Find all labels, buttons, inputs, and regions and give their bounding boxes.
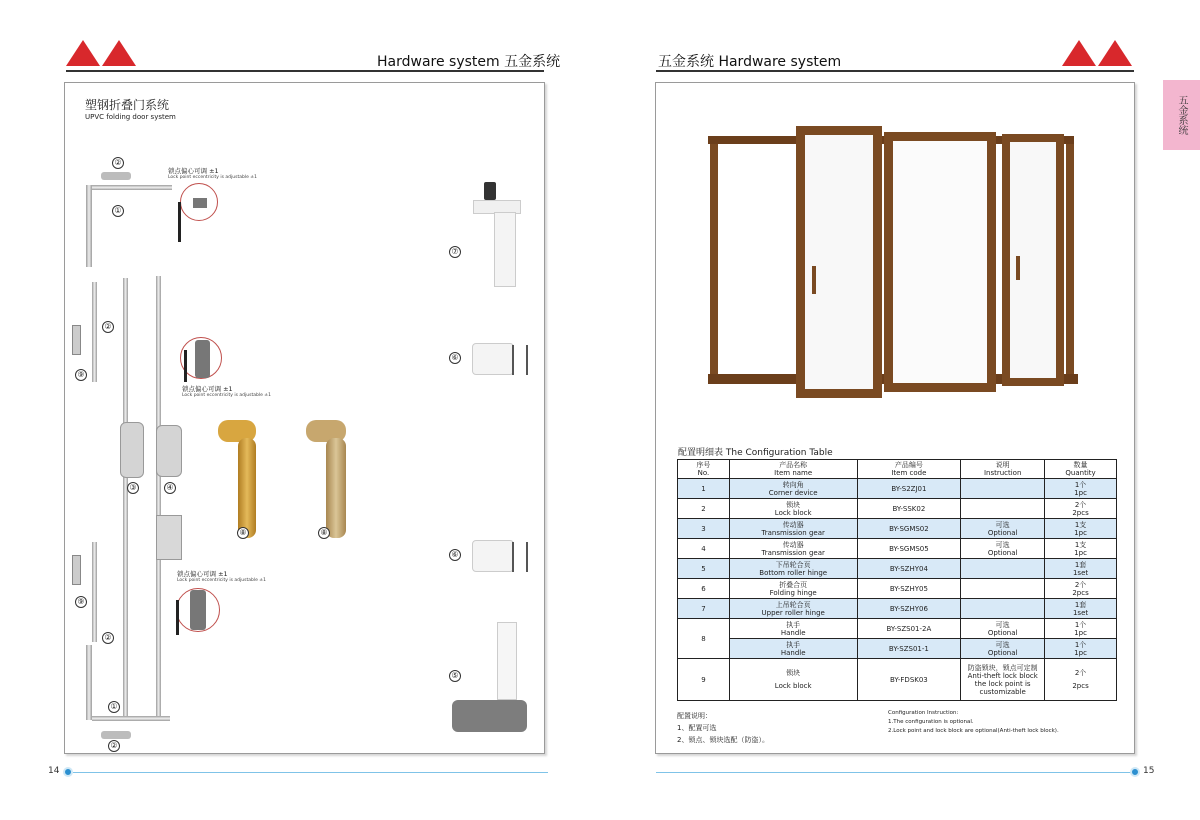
table-row: 4 传动器 Transmission gear BY-SGMS05 可选 Optional 1支 1pc xyxy=(678,539,1117,559)
left-header-title: Hardware system 五金系统 xyxy=(377,54,561,70)
lock-plate-mid xyxy=(195,340,210,378)
note-cn-1: 锁点偏心可调 ±1 xyxy=(168,167,219,175)
side-rail xyxy=(92,282,97,382)
callout: ② xyxy=(102,321,114,333)
right-header-title: 五金系统 Hardware system xyxy=(658,54,842,70)
callout: ⑥ xyxy=(449,549,461,561)
folding-hinge-top xyxy=(472,343,514,375)
allen-key xyxy=(176,600,179,635)
callout: ⑧ xyxy=(237,527,249,539)
page-number-left: 14 xyxy=(48,766,60,776)
lock-plate-low xyxy=(190,590,206,630)
top-corner-rail xyxy=(92,185,172,190)
brand-logo-right xyxy=(1062,38,1134,68)
header-quantity: 数量 Quantity xyxy=(1045,460,1117,479)
bottom-roller-hinge xyxy=(497,622,517,700)
strike-plate xyxy=(72,555,81,585)
handle-gold-grip xyxy=(238,438,256,538)
callout: ③ xyxy=(127,482,139,494)
upper-roller-knob xyxy=(484,182,496,200)
bottom-corner-rail xyxy=(92,716,170,721)
folding-hinge-bottom xyxy=(472,540,514,572)
callout: ② xyxy=(108,740,120,752)
callout: ⑤ xyxy=(449,670,461,682)
handle-bronze-grip xyxy=(326,438,346,538)
configuration-table xyxy=(677,459,1117,701)
transmission-gear-3 xyxy=(120,422,144,478)
left-content-frame xyxy=(64,82,545,754)
note-en-3: Lock point eccentricity is adjustable ±1 xyxy=(177,578,266,583)
left-header-rule xyxy=(66,70,544,72)
brand-logo-left xyxy=(66,38,138,68)
footer-dot-left xyxy=(63,767,73,777)
page-number-right: 15 xyxy=(1143,766,1155,776)
callout: ② xyxy=(112,157,124,169)
bottom-roller-wheels xyxy=(452,700,527,732)
table-row: 1 转向角 Corner device BY-S2ZJ01 1个 1pc xyxy=(678,479,1117,499)
footer-dot-right xyxy=(1130,767,1140,777)
config-note-en: Configuration Instruction: 1.The configuration is optional. 2.Lock point and lock block are optional(Anti-theft lock block). xyxy=(888,710,1059,734)
hinge-pin xyxy=(512,345,528,375)
table-row: 9 锁块 Lock block BY-FDSK03 防盗锁块，锁点可定制 Anti-theft lock block the lock point is customizable 2个 2pcs xyxy=(678,659,1117,701)
callout: ⑥ xyxy=(449,352,461,364)
table-title: 配置明细表 The Configuration Table xyxy=(678,448,833,458)
footer-rule-right xyxy=(656,772,1134,773)
callout: ① xyxy=(112,205,124,217)
table-row: 3 传动器 Transmission gear BY-SGMS02 可选 Optional 1支 1pc xyxy=(678,519,1117,539)
transmission-rail-right xyxy=(156,276,161,721)
side-rail-lower xyxy=(92,542,97,642)
section-title-cn: 塑钢折叠门系统 xyxy=(85,98,170,112)
lock-block-bottom xyxy=(101,731,131,739)
hinge-pin xyxy=(512,542,528,572)
note-cn-2: 锁点偏心可调 ±1 xyxy=(182,385,233,393)
callout: ② xyxy=(102,632,114,644)
callout: ④ xyxy=(164,482,176,494)
note-en-2: Lock point eccentricity is adjustable ±1 xyxy=(182,393,271,398)
header-name: 产品名称 Item name xyxy=(729,460,857,479)
allen-key xyxy=(184,350,187,382)
right-header-rule xyxy=(656,70,1134,72)
lock-block-top xyxy=(101,172,131,180)
table-row: 2 锁块 Lock block BY-SSK02 2个 2pcs xyxy=(678,499,1117,519)
note-cn-3: 锁点偏心可调 ±1 xyxy=(177,570,228,578)
table-row: 7 上吊轮合页 Upper roller hinge BY-SZHY06 1套 1set xyxy=(678,599,1117,619)
bottom-corner-vertical xyxy=(86,645,92,720)
callout: ⑧ xyxy=(318,527,330,539)
callout: ⑨ xyxy=(75,369,87,381)
table-row: 6 折叠合页 Folding hinge BY-SZHY05 2个 2pcs xyxy=(678,579,1117,599)
header-code: 产品编号 Item code xyxy=(857,460,961,479)
header-no: 序号 No. xyxy=(678,460,730,479)
allen-key xyxy=(178,202,181,242)
lock-pin xyxy=(193,198,207,208)
strike-plate xyxy=(72,325,81,355)
top-corner-vertical xyxy=(86,185,92,267)
footer-rule-left xyxy=(73,772,548,773)
door-photo xyxy=(708,126,1082,396)
section-title-en: UPVC folding door system xyxy=(85,113,176,121)
transmission-gear-4 xyxy=(156,425,182,477)
transmission-rail-left xyxy=(123,278,128,718)
config-note-cn: 配置说明： 1、配置可选 2、锁点、锁块选配（防盗）。 xyxy=(677,712,769,744)
side-tab: 五金系统 xyxy=(1163,80,1200,150)
callout: ① xyxy=(108,701,120,713)
table-row: 执手 Handle BY-SZS01-1 可选 Optional 1个 1pc xyxy=(678,639,1117,659)
table-row: 8 执手 Handle BY-SZS01-2A 可选 Optional 1个 1pc xyxy=(678,619,1117,639)
table-row: 5 下吊轮合页 Bottom roller hinge BY-SZHY04 1套 1set xyxy=(678,559,1117,579)
note-en-1: Lock point eccentricity is adjustable ±1 xyxy=(168,175,257,180)
lock-cylinder-plate xyxy=(156,515,182,560)
callout: ⑨ xyxy=(75,596,87,608)
callout: ⑦ xyxy=(449,246,461,258)
upper-roller-hinge-body xyxy=(494,212,516,287)
header-instruction: 说明 Instruction xyxy=(961,460,1045,479)
